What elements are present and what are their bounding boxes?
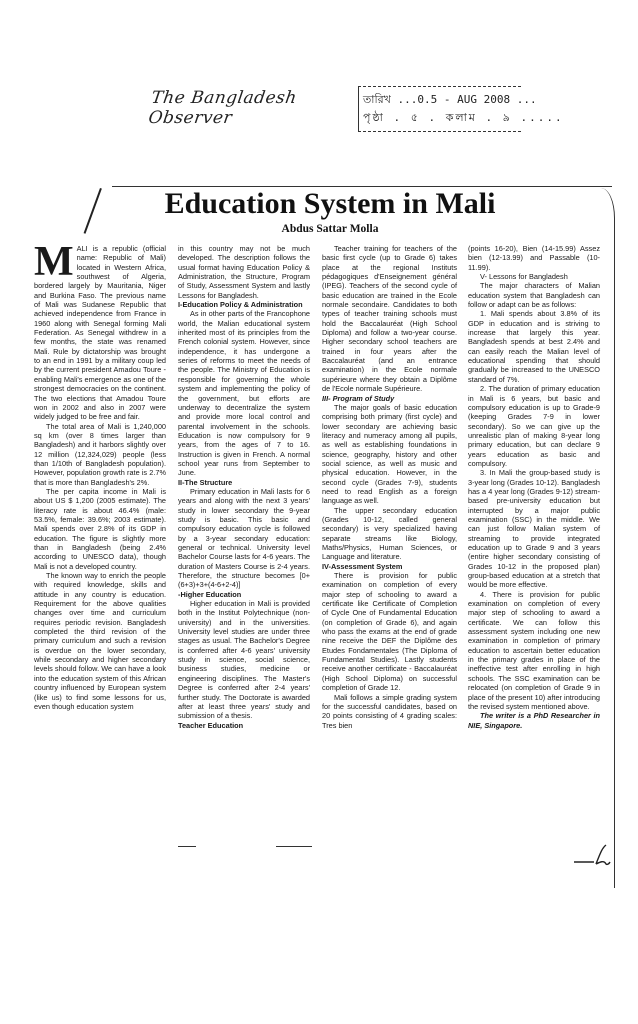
paragraph: There is provision for public examination on completion of every major step of schooling to award a certificate like Certificate of Completion of Cycle One of Fundamental Education (on completion of Grade 6), and again who pass the exams at the end of grade nine receive the DEF the Diplôme des Etudes Fondamentales (The Diploma of Fundamental Studies). Lastly students receive another certificate - Baccalauréat (High School Diploma) on successful completion of Grade 12. [322, 571, 457, 693]
section-heading: V- Lessons for Bangladesh [480, 272, 568, 282]
paragraph: As in other parts of the Francophone world, the Malian educational system inherited most of its principles from the French colonial system. However, since independence, it has undergone a series of reforms to meet the needs of the people. The Ministry of Education is responsible for governing the whole system and implementing the policy of the government, but efforts are underway to decentralize the system and provide more local control and parental involvement in the schools. Education is now compulsory for 9 years, from the ages of 7 to 16. Instruction is given in French. A normal school year runs from September to June. [178, 309, 310, 478]
article-author: Abdus Sattar Molla [281, 223, 379, 235]
paragraph: Primary education in Mali lasts for 6 years and along with the next 3 years' study in lower secondary the 9-year study is basic. This basic and compulsory education cycle is followed by a 3-year secondary education: general or technical. University level Bachelor Course lasts for 4-6 years. The duration of Masters Course is 2-4 years. Therefore, the structure becomes [0+(6+3)+3+(4-6+2-4)] [178, 486, 310, 590]
article-column-3 [322, 244, 457, 730]
clipping-date-stamp [358, 86, 564, 132]
paragraph: The major characters of Malian education system that Bangladesh can follow or adapt can be as follows: [468, 281, 600, 310]
paragraph: Mali follows a simple grading system for the successful candidates, based on 20 points consisting of 4 grading scales: Tres bien [322, 692, 457, 730]
paragraph: The upper secondary education (Grades 10-12, called general secondary) is very specialized having separate streams like Biology, Maths/Physics, Human Sciences, or Language and literature. [322, 505, 457, 562]
clipping-border-right [600, 188, 615, 888]
article-column-4 [468, 244, 600, 730]
drop-cap: M [34, 239, 74, 285]
paragraph: The total area of Mali is 1,240,000 sq km (over 8 times larger than Bangladesh) and it harbors slightly over 12 million (12,324,029) people (less than 1/10th of Bangladesh population). However, population growth rate is 2.7% that is more than Bangladesh's 2%. [34, 421, 166, 487]
paragraph: The known way to enrich the people with required knowledge, skills and attitude in any country is education. Requirement for the above qualities changes over time and curriculum requires periodic revision. Bangladesh completed the third revision of the primary curriculum and such a revision is overdue on the lower secondary, while secondary and higher secondary levels should follow. We can have a look into the education system of this African country influenced by European system (like us) to find some lessons for us, even though education system [34, 571, 166, 711]
paragraph: 3. In Mali the group-based study is 3-year long (Grades 10-12). Bangladesh has a 4 year long (Grades 9-12) stream-based pre-university education but interrupted by a major public examination (SSC) in the middle. We can just follow Malian system of streaming to provide integrated education up to Grade 9 and 3 years (entire higher secondary consisting of Grades 10-12 in the proposed plan) group-based education at a stretch that would be more effective. [468, 468, 600, 590]
stamp-page-line: পৃষ্ঠা . ৫ . কলাম . ৯ ..... [363, 111, 564, 124]
author-note: The writer is a PhD Researcher in NIE, Singapore. [468, 711, 600, 730]
paragraph: in this country may not be much developed. The description follows the usual format having Education Policy & Administration, the Structure, Program of Study, Assessment System and lastly Lessons for Bangladesh. [178, 244, 310, 300]
paragraph: Teacher training for teachers of the basic first cycle (up to Grade 6) takes place at the regional Instituts pédagogiques d'Enseignement général (IPEG). Teachers of the second cycle of basic education are trained in the Ecole normale secondaire. Candidates to both types of teacher training schools must hold the Baccalauréat (High School Diploma) and follow a two-year course. Higher secondary school teachers are trained in four years after the Baccalauréat (and an entrance examination) in the Ecole normale supérieure where they obtain a Diplôme de l'Ecole normale Supérieure. [322, 244, 457, 394]
article-title: Education System in Mali [164, 187, 496, 220]
footer-rule [276, 846, 312, 847]
stamp-date-line: তারিখ ...0.5 - AUG 2008 ... [363, 93, 537, 106]
paragraph [34, 239, 166, 422]
section-heading: -Higher Education [178, 589, 242, 599]
section-heading: IV-Assessment System [322, 561, 403, 571]
paragraph: 2. The duration of primary education in Mali is 6 years, but basic and compulsory education is up to Grade-9 (keeping Grades 7-9 in lower secondary). So we can give up the unrealistic plan of making 8-year long primary education, but can declare 9 years education as basic and compulsory. [468, 384, 600, 468]
clipping-cut-mark [84, 188, 102, 234]
section-heading: I-Education Policy & Administration [178, 300, 303, 310]
paragraph-text: ALI is a republic (official name: Republic of Mali) located in Western Africa, southwest of Algeria, bordered largely by Mauritania, Niger and Burkina Faso. The previous name of Mali was Sudanese Republic that achieved independence from France in 1960 along with Senegal forming Mali Federation. As Senegal withdrew in a few months, the state was renamed Mali. Rule by dictatorship was brought to an end in 1991 by a military coup led by the current president Amadou Toure - enabling Mali's emergence as one of the strongest democracies on the continent. The two elections that Amadou Toure won in 2002 and also in 2007 were widely judged to be free and fair. [34, 244, 166, 422]
paragraph: 1. Mali spends about 3.8% of its GDP in education and is striving to increase that largely this year. Bangladesh spends at best 2.4% and can easily reach the Malian level of educational spending that should gradually be increased to the UNESCO standard of 7%. [468, 309, 600, 384]
section-heading: II-The Structure [178, 477, 233, 487]
article-column-2 [178, 244, 310, 730]
section-heading: Teacher Education [178, 720, 244, 730]
footer-rule [178, 846, 196, 847]
paragraph: Higher education in Mali is provided both in the Institut Polytechnique (non-university) and in the universities. University level studies are under three stages as usual. The Bachelor's Degree is conferred after 4-6 years' university study in science, social science, business studies, medicine or engineering disciplines. The Master's Degree is conferred after 2-4 years' further study. The Doctorate is awarded after at least three years' study and submission of a thesis. [178, 599, 310, 721]
paragraph: The major goals of basic education comprising both primary (first cycle) and lower secondary are achieving basic literacy and numeracy among all pupils, as well as establishing foundations in science, geography, history and other social science, as well as music and physical education. However, in the second cycle (Grades 7-9), students need to read English as a foreign language as well. [322, 402, 457, 506]
paragraph: 4. There is provision for public examination on completion of every major step of schooling to award a certificate. We can follow this assessment system including one new examination in completion of primary education to ascertain better education in the primary grades in place of the ineffective test after enrolling in high schools. The SSC examination can be relocated (on completion of Grade 9 in place of the present 10) after introducing the revised system mentioned above. [468, 589, 600, 711]
paragraph: The per capita income in Mali is about US $ 1,200 (2005 estimate). The literacy rate is about 46.4% (male: 53.5%, female: 39.6%; 2003 estimate). Mali spends over 2.8% of its GDP in education. The figure is slightly more than in Bangladesh (being 2.4% according to UNESCO data), though Mali is not a developed country. [34, 486, 166, 571]
handwritten-mark-icon [572, 844, 612, 866]
paragraph: (points 16-20), Bien (14-15.99) Assez bien (12-13.99) and Passable (10-11.99). [468, 244, 600, 272]
article-column-1 [34, 239, 166, 711]
newspaper-masthead: The Bangladesh Observer [147, 88, 299, 128]
section-heading: III- Program of Study [322, 393, 395, 403]
